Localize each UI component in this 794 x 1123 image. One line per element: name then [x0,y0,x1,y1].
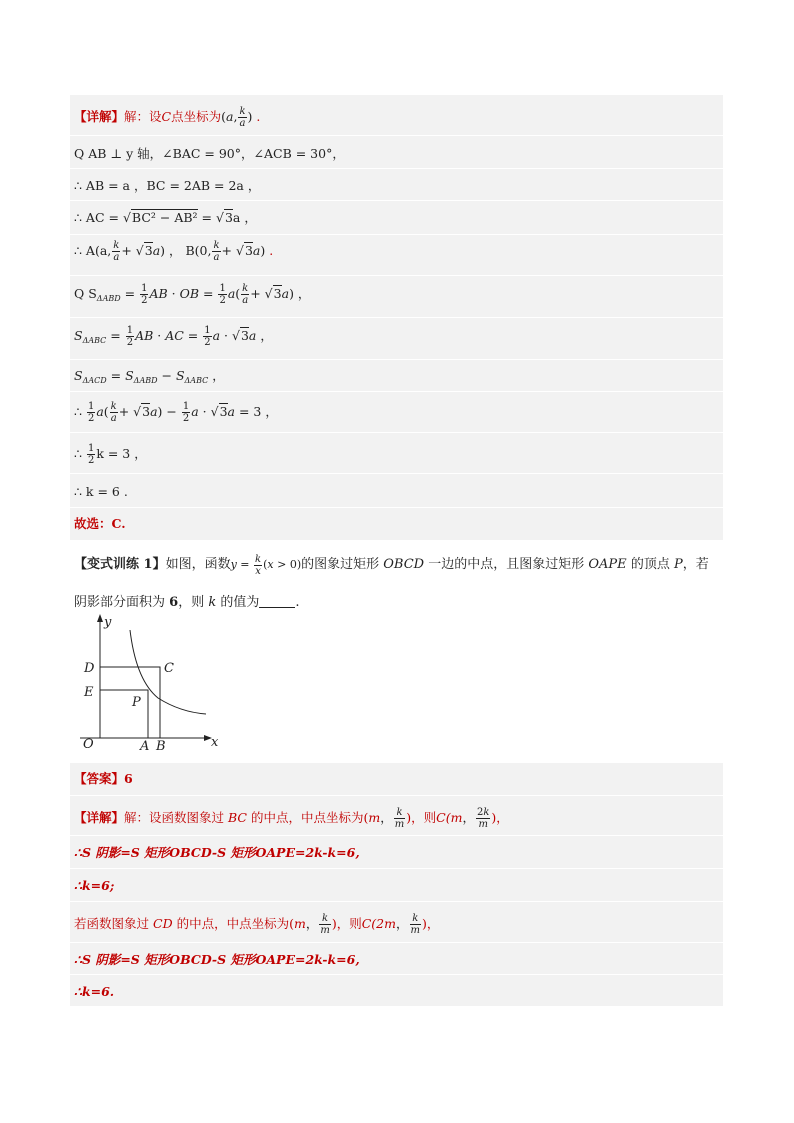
answer-detail-3: ∴k=6; [74,878,115,893]
detail-line-5: ∴ A(a, $\frac{k}{a}$ + √3a) ， B(0, $\frac{k}{a}$ + √3a) . [74,240,274,263]
detail-line-7: $S_{\Delta ABC}$ = $\frac{1}{2}$ AB · AC = $\frac{1}{2}$ a · √3a ， [74,325,273,348]
divider [70,942,723,943]
answer-detail-5: ∴S 阴影=S 矩形OBCD-S 矩形OAPE=2k-k=6, [74,952,360,967]
detail-line-8: $S_{\Delta ACD} = S_{\Delta ABD} - S_{\Delta ABC}$ ， [74,368,225,385]
divider [70,275,723,276]
choice-line: 故选：C. [74,516,126,531]
label-B: B [156,739,166,754]
detail-line-3: ∴ AB = a ，BC = 2AB = 2a ， [74,178,261,193]
divider [70,200,723,201]
answer-detail-2: ∴S 阴影=S 矩形OBCD-S 矩形OAPE=2k-k=6, [74,845,360,860]
label-P: P [132,695,141,710]
label-y: y [104,615,112,630]
answer-detail-6: ∴k=6. [74,984,115,999]
detail-line-6: Q $S_{\Delta ABD}$ = $\frac{1}{2}$ AB · OB = $\frac{1}{2}$ a( $\frac{k}{a}$ + √3a) ， [74,283,311,306]
rect-OAPE [100,690,148,738]
answer-detail-4: 若函数图象过 CD 的中点，中点坐标为(m， $\frac{k}{m}$ )，则C(2m， $\frac{k}{m}$ )， [74,913,440,936]
problem-line-1: 【变式训练 1】如图，函数y = $\frac{k}{x}$ (x > 0)的图象过矩形 OBCD 一边的中点，且图象过矩形 OAPE 的顶点 P，若 [74,553,709,577]
detail-line-4: ∴ AC = √BC² − AB² = √3a ， [74,210,257,225]
detail-line-11: ∴ k = 6 . [74,484,128,499]
label-C: C [164,661,174,676]
divider [70,317,723,318]
divider [70,391,723,392]
divider [70,234,723,235]
divider [70,135,723,136]
label-x: x [211,735,219,750]
detail-line-1: 【详解】解：设C点坐标为(a, $\frac{k}{a}$ ) . [74,106,261,129]
geometry-figure [70,610,230,755]
answer-line: 【答案】6 [74,771,133,786]
divider [70,901,723,902]
divider [70,795,723,796]
detail-line-9: ∴ $\frac{1}{2}$ a( $\frac{k}{a}$ + √3a) − $\frac{1}{2}$ a · √3a = 3 ， [74,401,278,424]
divider [70,168,723,169]
detail-line-2: Q AB ⊥ y 轴，∠BAC = 90°，∠ACB = 30°， [74,146,345,161]
divider [70,974,723,975]
label-O: O [83,737,94,752]
label-A: A [140,739,150,754]
divider [70,868,723,869]
divider [70,359,723,360]
divider [70,432,723,433]
label-D: D [84,661,95,676]
detail-line-10: ∴ $\frac{1}{2}$ k = 3 ， [74,443,147,466]
answer-blank [259,595,295,608]
rect-OBCD [100,667,160,738]
label-E: E [84,685,94,700]
y-axis-arrow [97,614,103,622]
divider [70,473,723,474]
answer-detail-1: 【详解】解：设函数图象过 BC 的中点，中点坐标为(m， $\frac{k}{m}$ )，则C(m， $\frac{2k}{m}$ )， [74,807,509,830]
divider [70,507,723,508]
problem-line-2: 阴影部分面积为 6，则 k 的值为 . [74,595,300,610]
divider [70,835,723,836]
answer-block [70,763,723,1006]
